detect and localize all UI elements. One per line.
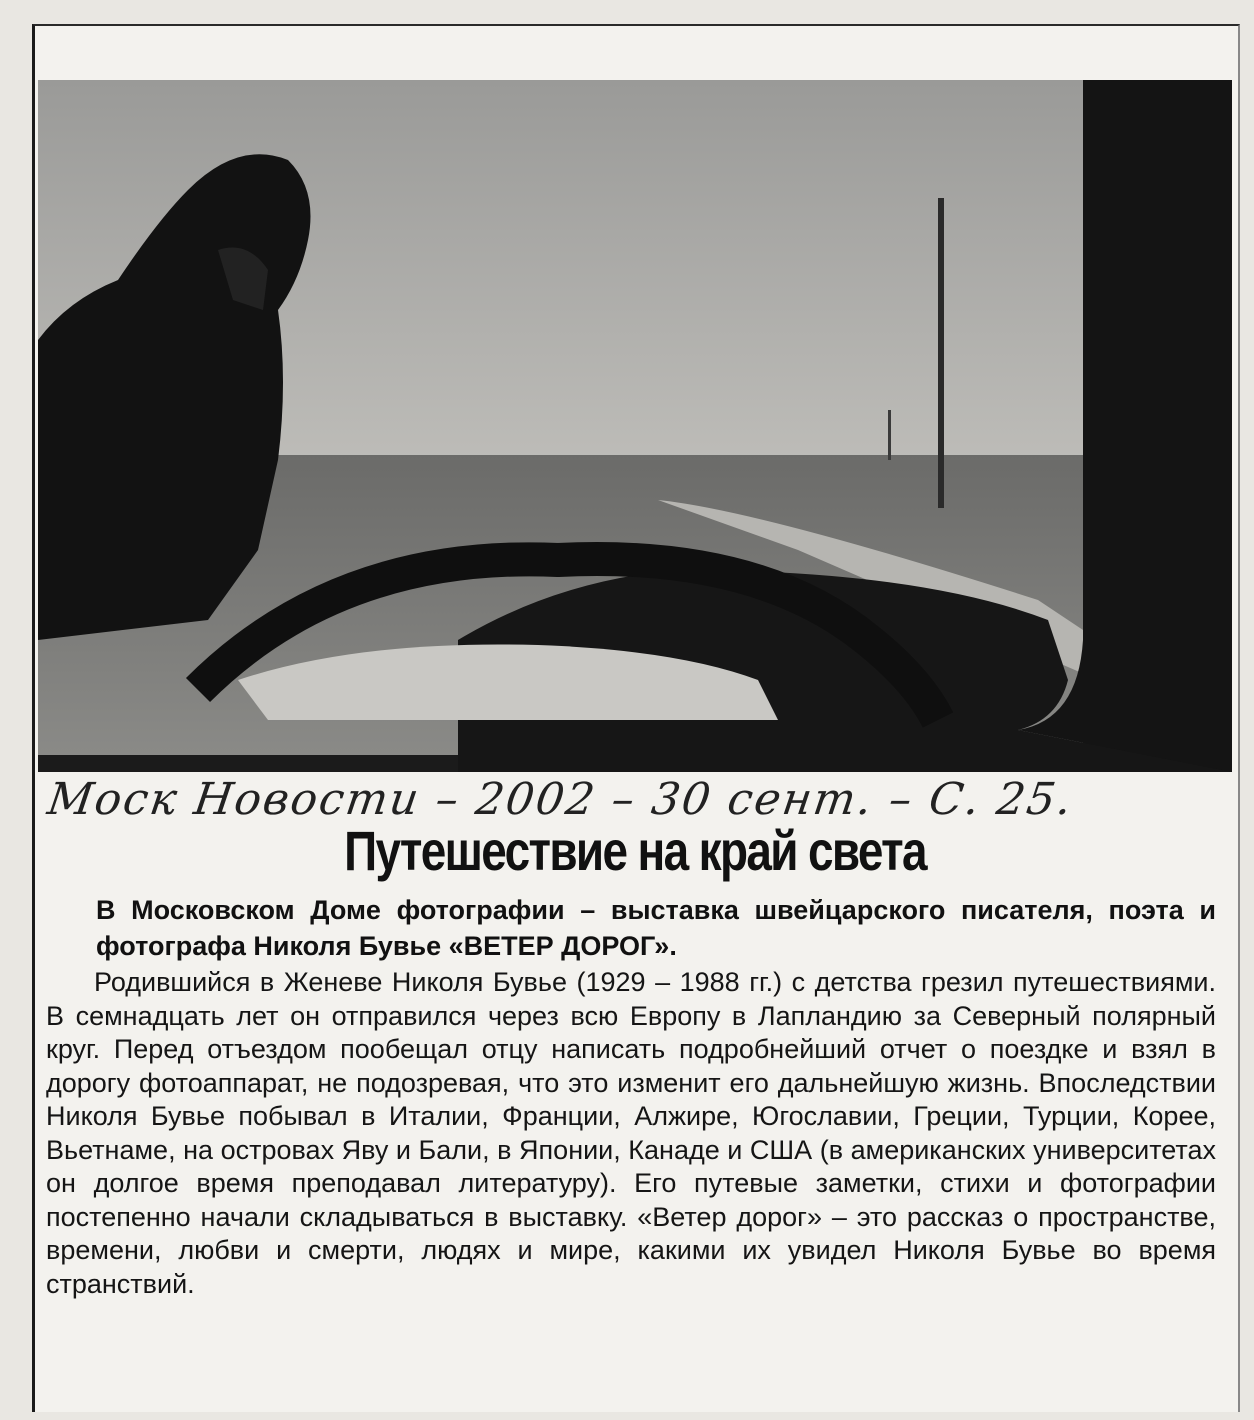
article — [38, 774, 1232, 1404]
handwritten-note: Моск Новости – 2002 – 30 сент. – С. 25. — [44, 774, 1077, 825]
headline: Путешествие на край света — [344, 819, 926, 882]
article-photo — [38, 80, 1232, 772]
body-paragraph: Родившийся в Женеве Николя Бувье (1929 – 1988 гг.) с детства грезил путешествиями. В семнадцать лет он отправился через всю Европу в Лапландию за Северный полярный круг. Перед отъездом пообещал отцу написать подробнейший отчет о поездке и взял в дорогу фотоаппарат, не подозревая, что это изменит его дальнейшую жизнь. Впоследствии Николя Бувье побывал в Италии, Франции, Алжире, Югославии, Греции, Турции, Корее, Вьетнаме, на островах Яву и Бали, в Японии, Канаде и США (в американских университетах он долгое время преподавал литературу). Его путевые заметки, стихи и фотографии постепенно начали складываться в выставку. «Ветер дорог» – это рассказ о пространстве, времени, любви и смерти, людях и мире, какими их увидел Николя Бувье во время странствий. — [46, 967, 1216, 1299]
photo-man-by-car-on-steppe-road — [38, 80, 1232, 772]
lead-paragraph: В Московском Доме фотографии – выставка швейцарского писателя, поэта и фотографа Николя Бувье «ВЕТЕР ДОРОГ». — [96, 895, 1216, 961]
